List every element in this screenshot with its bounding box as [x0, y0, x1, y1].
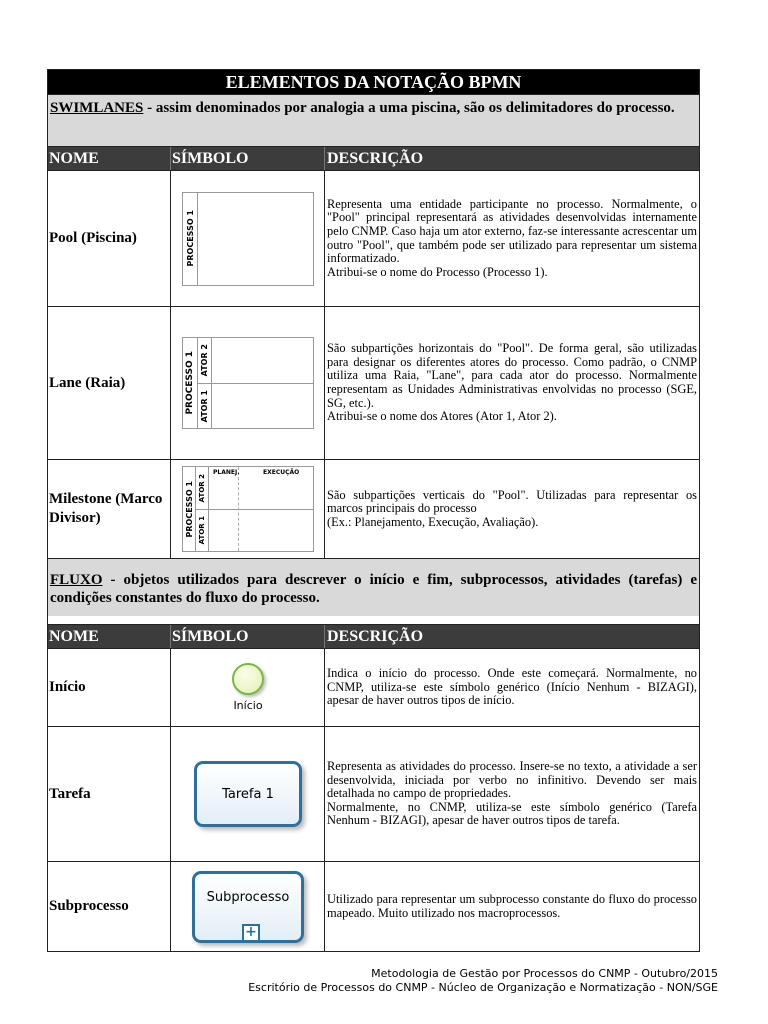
table-row — [48, 726, 699, 861]
pool-label: PROCESSO 1 — [184, 480, 194, 538]
section-text: - assim denominados por analogia a uma piscina, são os delimitadores do processo. — [143, 100, 675, 116]
lane-symbol — [170, 307, 324, 459]
row-name: Lane (Raia) — [49, 374, 126, 391]
milestone-label: EXECUÇÃO — [263, 469, 300, 476]
table-row — [48, 306, 699, 459]
header-name: NOME — [49, 628, 99, 645]
description-text: Indica o início do processo. Onde este começará. Normalmente, no CNMP, utiliza-se este símbolo genérico (Início Nenhum - BIZAGI), apesar de haver outros tipos de início. — [327, 666, 697, 708]
row-name: Subprocesso — [49, 898, 129, 914]
task-symbol — [170, 727, 324, 861]
start-event-label: Início — [233, 699, 263, 712]
section-text: - objetos utilizados para descrever o início e fim, subprocessos, atividades (tarefas) e condições constantes do fluxo do processo. — [50, 572, 697, 606]
lane-label: ATOR 2 — [198, 473, 206, 502]
section-keyword: FLUXO — [50, 572, 103, 588]
footer-line: Metodologia de Gestão por Processos do CNMP - Outubro/2015 — [371, 967, 718, 980]
milestone-symbol — [170, 460, 324, 558]
header-symbol: SÍMBOLO — [170, 147, 324, 170]
header-description: DESCRIÇÃO — [324, 625, 699, 648]
pool-label: PROCESSO 1 — [185, 351, 195, 415]
table-row — [48, 861, 699, 951]
table-row — [48, 459, 699, 558]
header-symbol: SÍMBOLO — [170, 625, 324, 648]
description-text: Representa uma entidade participante no processo. Normalmente, o "Pool" principal representará as atividades desenvolvidas internamente pelo CNMP. Caso haja um ator externo, faz-se interessante acrescentar um outro "Pool", que também pode ser utilizado para representar um sistema informatizado. Atribui-se o nome do Processo (Processo 1). — [327, 196, 697, 279]
column-header — [48, 624, 699, 648]
bpmn-elements-table — [47, 69, 700, 952]
pool-symbol — [170, 171, 324, 306]
header-description: DESCRIÇÃO — [324, 147, 699, 170]
row-description — [324, 649, 699, 726]
row-description — [324, 862, 699, 951]
plus-icon: + — [242, 924, 260, 942]
row-description — [324, 727, 699, 861]
row-name: Pool (Piscina) — [49, 230, 137, 246]
start-event-symbol — [170, 649, 324, 726]
swimlanes-section — [48, 94, 699, 146]
column-header — [48, 146, 699, 170]
description-text: São subpartições horizontais do "Pool". De forma geral, são utilizadas para designar os diferentes atores do processo. Como padrão, o CNMP utiliza uma Raia, "Lane", para cada ator do processo. Normalmente representam as Unidades Administrativas envolvidas no processo (SGE, SG, etc.). Atribui-se o nome dos Atores (Ator 1, Ator 2). — [327, 341, 697, 424]
description-text: Utilizado para representar um subprocesso constante do fluxo do processo mapeado. Muito utilizado nos macroprocessos. — [327, 891, 697, 920]
pool-label: PROCESSO 1 — [185, 210, 195, 267]
fluxo-section — [48, 558, 699, 616]
description-text: Representa as atividades do processo. Insere-se no texto, a atividade a ser desenvolvida, iniciada por verbo no infinitivo. Devendo ser mais detalhada no campo de propriedades. Normalmente, no CNMP, utiliza-se este símbolo genérico (Tarefa Nenhum - BIZAGI), apesar de haver outros tipos de tarefa. — [327, 759, 697, 828]
row-name: Milestone (Marco Divisor) — [49, 491, 163, 526]
subprocess-symbol — [170, 862, 324, 951]
table-title: ELEMENTOS DA NOTAÇÃO BPMN — [48, 70, 699, 94]
task-label: Tarefa 1 — [194, 761, 302, 827]
description-text: São subpartições verticais do "Pool". Utilizadas para representar os marcos principais do processo (Ex.: Planejamento, Execução, Avaliação). — [327, 487, 697, 529]
lane-label: ATOR 1 — [200, 389, 209, 422]
row-description — [324, 307, 699, 459]
lane-label: ATOR 1 — [198, 516, 206, 545]
row-name: Início — [49, 679, 86, 695]
row-description — [324, 460, 699, 558]
table-row — [48, 648, 699, 726]
table-row — [48, 170, 699, 306]
page-footer — [248, 967, 718, 995]
section-keyword: SWIMLANES — [50, 100, 144, 116]
subprocess-label: Subprocesso — [206, 889, 290, 905]
lane-label: ATOR 2 — [200, 344, 209, 377]
milestone-label: PLANEJ. — [213, 469, 240, 476]
start-event-circle-icon — [232, 663, 264, 695]
row-name: Tarefa — [49, 785, 91, 802]
footer-line: Escritório de Processos do CNMP - Núcleo de Organização e Normatização - NON/SGE — [248, 981, 718, 994]
row-description — [324, 171, 699, 306]
header-name: NOME — [49, 150, 99, 167]
